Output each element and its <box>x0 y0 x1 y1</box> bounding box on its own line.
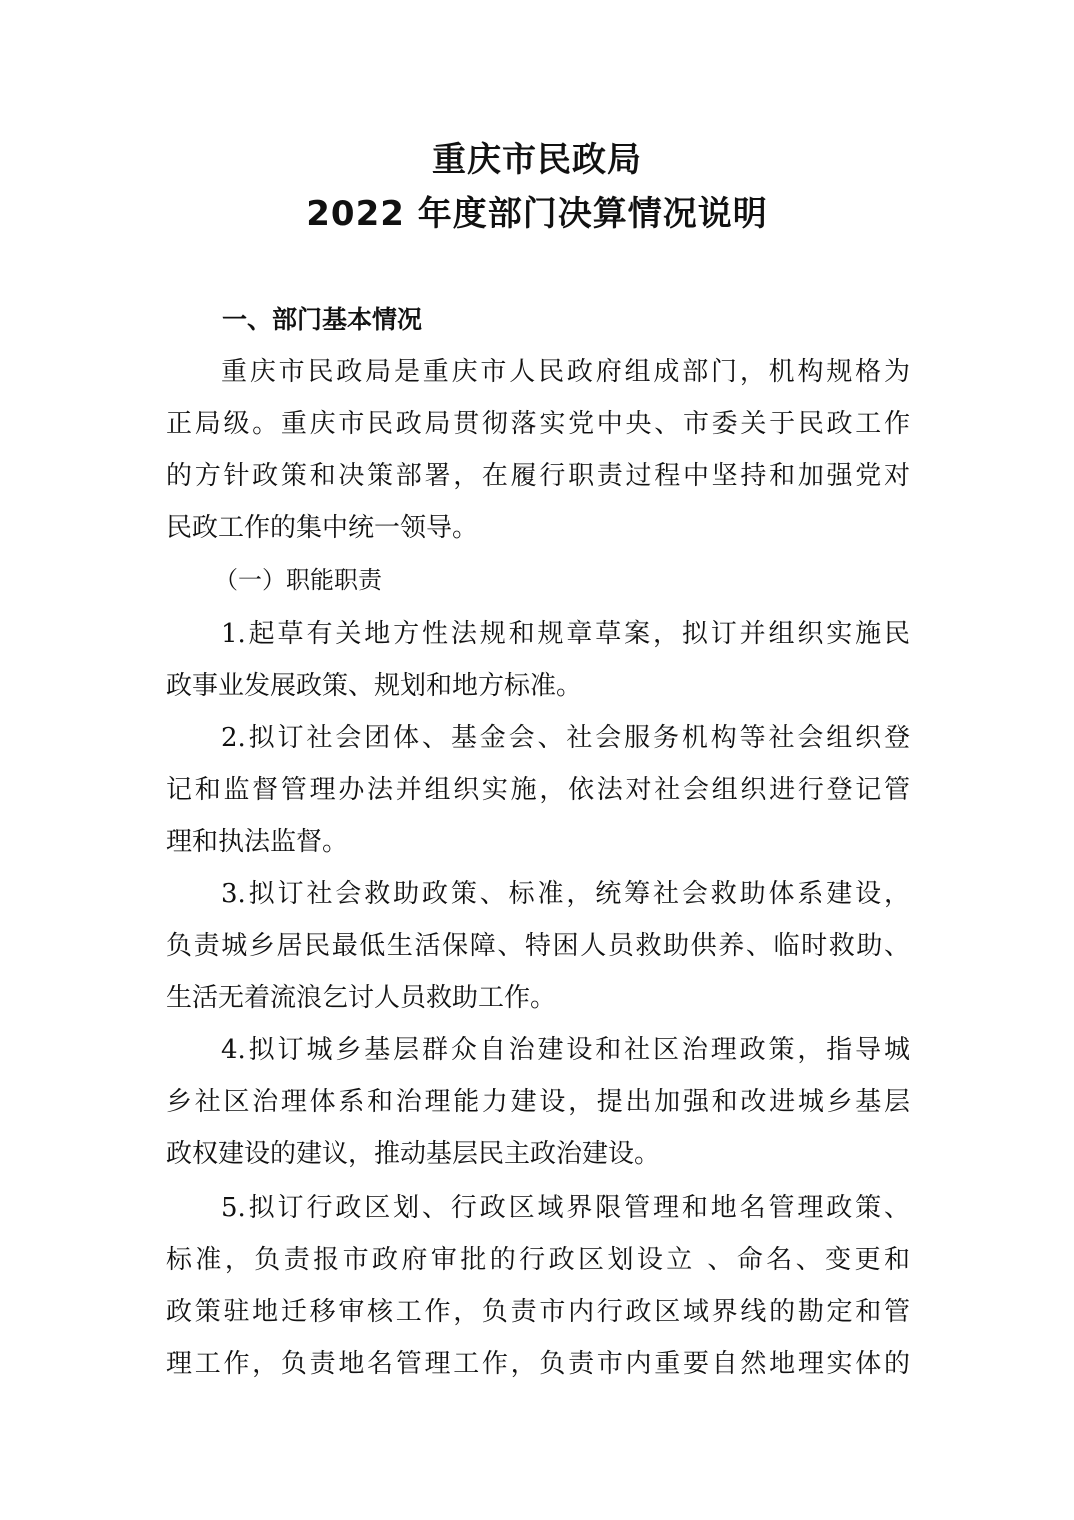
list-item-line: 政策驻地迁移审核工作，负责市内行政区域界线的勘定和管 <box>166 1297 910 1327</box>
list-item-line: 政事业发展政策、规划和地方标准。 <box>166 671 583 701</box>
list-item-line: 2.拟订社会团体、基金会、社会服务机构等社会组织登 <box>221 723 910 753</box>
list-item-line: 负责城乡居民最低生活保障、特困人员救助供养、临时救助、 <box>166 931 910 961</box>
list-item-line: 3.拟订社会救助政策、标准，统筹社会救助体系建设， <box>221 879 910 909</box>
list-item-line: 4.拟订城乡基层群众自治建设和社区治理政策，指导城 <box>221 1035 910 1065</box>
body-line: 重庆市民政局是重庆市人民政府组成部门，机构规格为 <box>221 357 910 387</box>
subsection-heading: （一）职能职责 <box>214 566 382 594</box>
document-title-line-2: 2022 年度部门决算情况说明 <box>306 194 768 234</box>
list-item-line: 5.拟订行政区划、行政区域界限管理和地名管理政策、 <box>221 1193 910 1223</box>
list-item-line: 1.起草有关地方性法规和规章草案，拟订并组织实施民 <box>221 619 910 649</box>
list-item-line: 生活无着流浪乞讨人员救助工作。 <box>166 983 557 1013</box>
list-item-line: 记和监督管理办法并组织实施，依法对社会组织进行登记管 <box>166 775 910 805</box>
section-heading: 一、部门基本情况 <box>222 305 423 334</box>
body-line: 的方针政策和决策部署，在履行职责过程中坚持和加强党对 <box>166 461 910 491</box>
list-item-line: 理工作，负责地名管理工作，负责市内重要自然地理实体的 <box>166 1349 910 1379</box>
document-title-line-1: 重庆市民政局 <box>432 140 642 180</box>
body-line: 正局级。重庆市民政局贯彻落实党中央、市委关于民政工作 <box>166 409 910 439</box>
list-item-line: 政权建设的建议，推动基层民主政治建设。 <box>166 1139 661 1169</box>
list-item-line: 理和执法监督。 <box>166 827 349 857</box>
list-item-line: 标准，负责报市政府审批的行政区划设立 、命名、变更和 <box>166 1245 910 1275</box>
list-item-line: 乡社区治理体系和治理能力建设，提出加强和改进城乡基层 <box>166 1087 910 1117</box>
body-line: 民政工作的集中统一领导。 <box>166 513 479 543</box>
